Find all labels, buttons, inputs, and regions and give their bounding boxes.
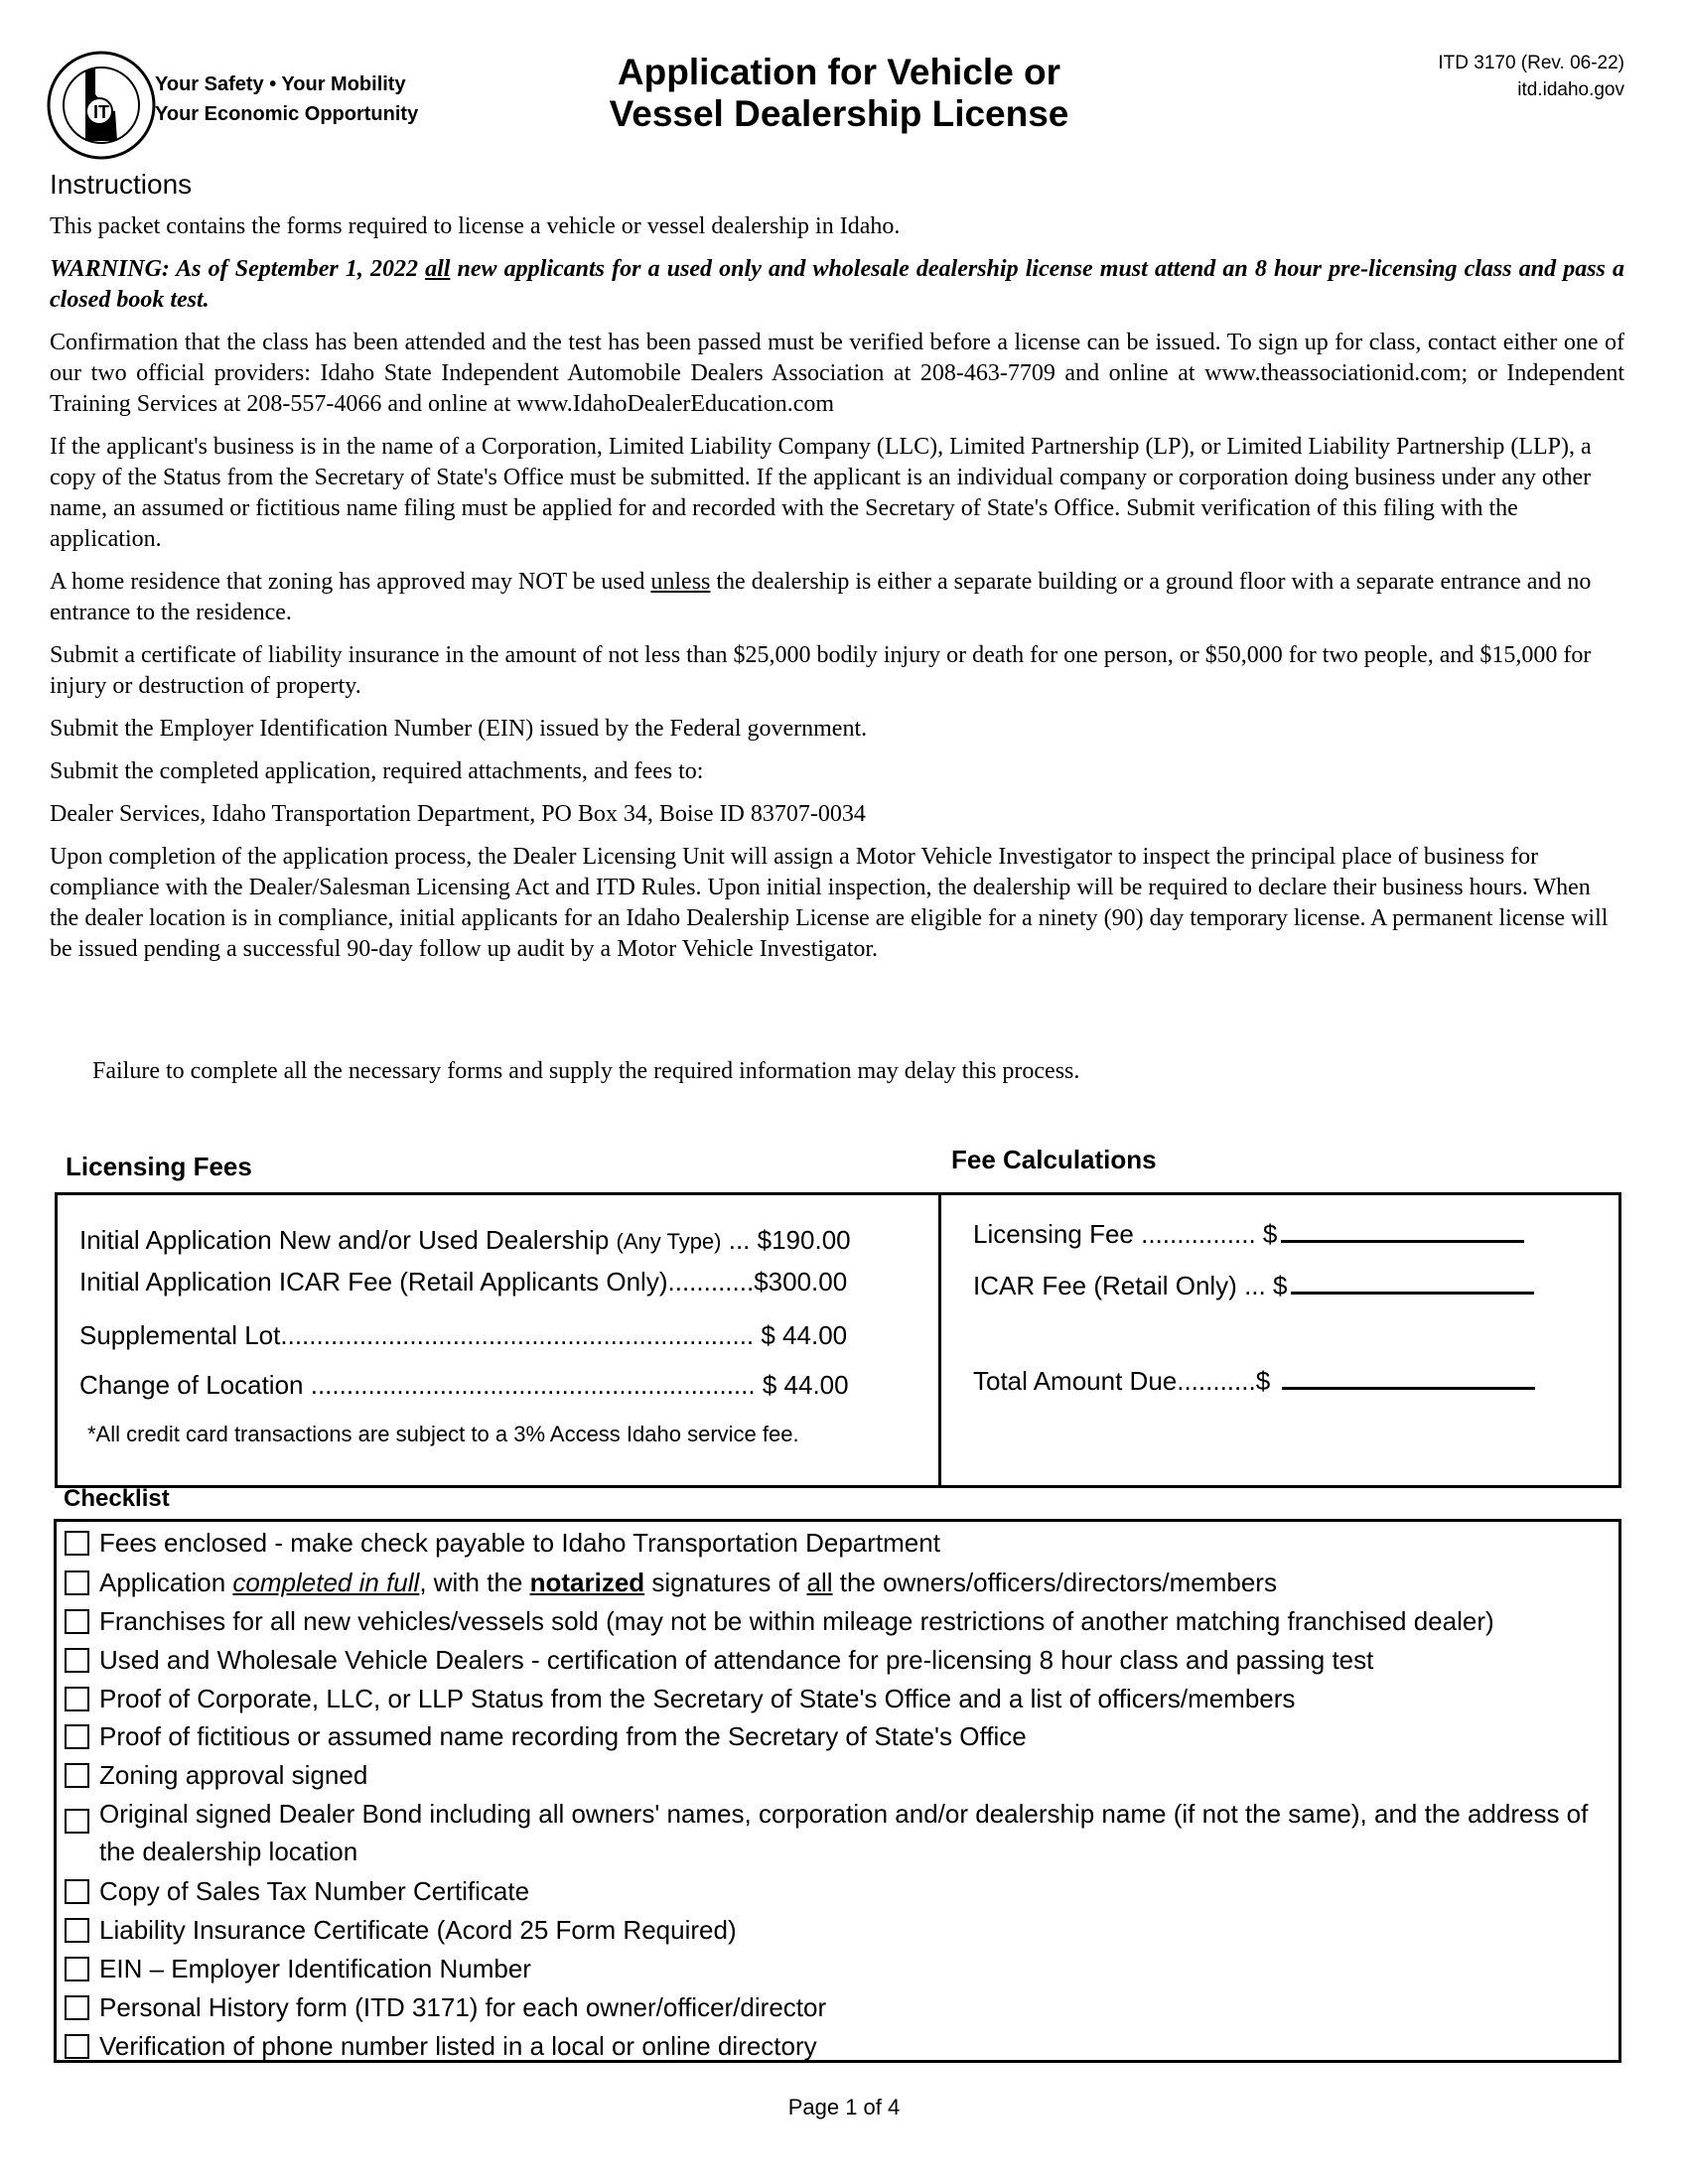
title-line-2: Vessel Dealership License	[609, 93, 1069, 134]
failure-note: Failure to complete all the necessary forms and supply the required information may delay this process.	[92, 1058, 1080, 1084]
checklist-heading: Checklist	[64, 1485, 170, 1512]
p5u: unless	[650, 569, 711, 595]
checklist-item[interactable]: Proof of fictitious or assumed name recording from the Secretary of State's Office	[65, 1717, 1594, 1755]
business-status-paragraph: If the applicant's business is in the name of a Corporation, Limited Liability Company (LLC), Limited Partnership (LP), or Limited Liability Partnership (LLP), a copy of the Status from the Secretary of State's Office must be submitted. If the applicant is an individual company or corporation doing business under any other name, an assumed or fictitious name filing must be applied for and recorded with the Secretary of State's Office. Submit verification of this filing with the application.	[50, 434, 1592, 552]
checklist-item[interactable]: Liability Insurance Certificate (Acord 25 Form Required)	[65, 1911, 1594, 1949]
fee-row: Initial Application New and/or Used Dealership (Any Type) ... $190.00	[79, 1225, 851, 1255]
checkbox[interactable]	[65, 1687, 89, 1711]
tagline-2: Your Economic Opportunity	[155, 103, 419, 125]
intro	[50, 211, 1624, 242]
checklist	[54, 1519, 1621, 2063]
insurance-paragraph: Submit a certificate of liability insurance in the amount of not less than $25,000 bodily injury or death for one person, or $50,000 for two people, and $15,000 for injury or destruction of property.	[50, 642, 1592, 699]
instructions-body	[50, 211, 1624, 977]
checklist-item[interactable]: Used and Wholesale Vehicle Dealers - certification of attendance for pre-licensing 8 hour class and passing test	[65, 1641, 1594, 1679]
icar-fee-field[interactable]: ICAR Fee (Retail Only) ... $	[973, 1271, 1534, 1301]
tagline-1: Your Safety • Your Mobility	[155, 73, 406, 95]
title-line-1: Application for Vehicle or	[617, 52, 1061, 92]
inspection-paragraph: Upon completion of the application process, the Dealer Licensing Unit will assign a Motor Vehicle Investigator to inspect the principal place of business for compliance with the Dealer/Salesman Licensing Act and ITD Rules. Upon initial inspection, the dealership will be required to declare their business hours. When the dealer location is in compliance, initial applicants for an Idaho Dealership License are eligible for a ninety (90) day temporary license. A permanent license will be issued pending a successful 90-day follow up audit by a Motor Vehicle Investigator.	[50, 844, 1609, 962]
checklist-item[interactable]: Zoning approval signed	[65, 1756, 1594, 1794]
warning-all: all	[425, 256, 451, 282]
instructions-heading: Instructions	[50, 169, 193, 200]
checklist-item[interactable]: Personal History form (ITD 3171) for each owner/officer/director	[65, 1988, 1594, 2026]
warning-a: WARNING: As of September 1, 2022	[50, 256, 426, 282]
checklist-item[interactable]: Franchises for all new vehicles/vessels sold (may not be within mileage restrictions of another matching franchised dealer)	[65, 1602, 1594, 1640]
fee-calculations-heading: Fee Calculations	[951, 1145, 1157, 1174]
checklist-item[interactable]: Original signed Dealer Bond including all owners' names, corporation and/or dealership name (if not the same), and the address of the dealership location	[65, 1795, 1594, 1870]
warning	[50, 254, 1624, 316]
credit-card-note: *All credit card transactions are subject to a 3% Access Idaho service fee.	[87, 1422, 799, 1446]
checklist-item[interactable]: EIN – Employer Identification Number	[65, 1950, 1594, 1987]
checklist-item[interactable]: Copy of Sales Tax Number Certificate	[65, 1872, 1594, 1910]
checkbox[interactable]	[65, 1957, 89, 1981]
licensing-fee-field[interactable]: Licensing Fee ................ $	[973, 1219, 1524, 1250]
page-number: Page 1 of 4	[787, 2095, 901, 2119]
website: itd.idaho.gov	[1517, 79, 1624, 100]
fee-divider	[938, 1195, 941, 1485]
page-title	[556, 52, 1122, 135]
intro-text: This packet contains the forms required to license a vehicle or vessel dealership in Idaho.	[50, 213, 901, 239]
svg-text:IT: IT	[93, 102, 109, 122]
warning-b: new applicants for a used only and wholesale dealership license must attend an 8 hour pre-licensing class and pass a closed book test.	[50, 256, 1624, 313]
checklist-item[interactable]: Fees enclosed - make check payable to Idaho Transportation Department	[65, 1524, 1594, 1562]
form-id: ITD 3170 (Rev. 06-22)	[1438, 53, 1624, 73]
p5b: the dealership is either a separate building or a ground floor with a separate entrance and no entrance to the residence.	[50, 569, 1592, 625]
checkbox[interactable]	[65, 1531, 89, 1556]
fee-row: Change of Location .............................................................. $ 44.00	[79, 1370, 849, 1400]
ein-paragraph: Submit the Employer Identification Number (EIN) issued by the Federal government.	[50, 716, 868, 742]
checkbox[interactable]	[65, 1879, 89, 1904]
checkbox[interactable]	[65, 1570, 89, 1595]
checkbox[interactable]	[65, 1918, 89, 1943]
checklist-item[interactable]: Proof of Corporate, LLC, or LLP Status from the Secretary of State's Office and a list of officers/members	[65, 1680, 1594, 1717]
checkbox[interactable]	[65, 1763, 89, 1788]
mailing-address: Dealer Services, Idaho Transportation Department, PO Box 34, Boise ID 83707-0034	[50, 801, 866, 827]
form-number	[1438, 50, 1624, 103]
itd-logo	[46, 50, 157, 161]
p5a: A home residence that zoning has approved may NOT be used	[50, 569, 651, 595]
fee-box	[55, 1192, 1621, 1488]
home-residence-paragraph	[50, 567, 1624, 628]
fee-row: Supplemental Lot.................................................................. $ 44.00	[79, 1320, 848, 1350]
licensing-fees-heading: Licensing Fees	[66, 1152, 252, 1181]
checkbox[interactable]	[65, 2034, 89, 2059]
checkbox[interactable]	[65, 1995, 89, 2020]
checklist-item[interactable]: Application completed in full, with the notarized signatures of all the owners/officers/directors/members	[65, 1564, 1594, 1601]
total-amount-field[interactable]: Total Amount Due...........$	[973, 1366, 1535, 1397]
checkbox[interactable]	[65, 1648, 89, 1673]
confirmation-paragraph: Confirmation that the class has been attended and the test has been passed must be verified before a license can be issued. To sign up for class, contact either one of our two official providers: Idaho State Independent Automobile Dealers Association at 208-463-7709 and online at www.theassociationid.com; or Independent Training Services at 208-557-4066 and online at www.IdahoDealerEducation.com	[50, 330, 1624, 417]
checkbox[interactable]	[65, 1809, 89, 1834]
checkbox[interactable]	[65, 1609, 89, 1634]
submit-paragraph: Submit the completed application, required attachments, and fees to:	[50, 758, 704, 784]
checkbox[interactable]	[65, 1724, 89, 1749]
checklist-item[interactable]: Verification of phone number listed in a local or online directory	[65, 2027, 1594, 2065]
fee-row: Initial Application ICAR Fee (Retail Applicants Only)............$300.00	[79, 1267, 848, 1297]
